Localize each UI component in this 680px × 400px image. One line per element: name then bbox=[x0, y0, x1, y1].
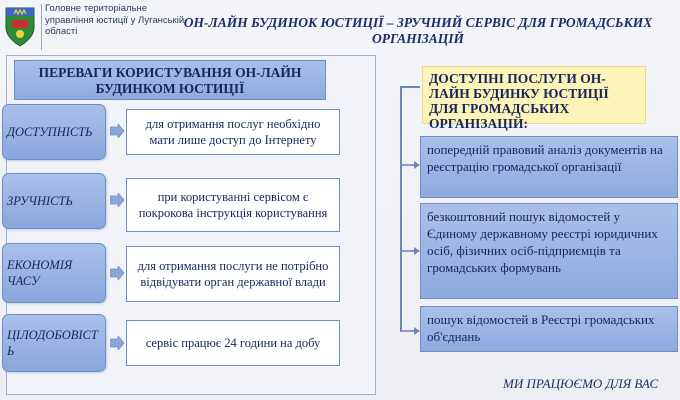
arrow-right-icon bbox=[110, 193, 124, 207]
footer-slogan: МИ ПРАЦЮЄМО ДЛЯ ВАС bbox=[503, 376, 659, 391]
advantage-category-round-the-clock: ЦІЛОДОБОВІСТЬ bbox=[2, 314, 106, 372]
services-title: ДОСТУПНІ ПОСЛУГИ ОН-ЛАЙН БУДИНКУ ЮСТИЦІЇ ДЛЯ ГРОМАДСЬКИХ ОРГАНІЗАЦІЙ: bbox=[422, 66, 646, 124]
service-item: пошук відомостей в Реєстрі громадських об'єднань bbox=[420, 306, 678, 352]
logo-divider bbox=[41, 4, 42, 50]
arrow-right-icon bbox=[402, 160, 420, 170]
page-title: ОН-ЛАЙН БУДИНОК ЮСТИЦІЇ – ЗРУЧНИЙ СЕРВІС ДЛЯ ГРОМАДСЬКИХ ОРГАНІЗАЦІЙ bbox=[183, 15, 653, 46]
advantage-category-convenience: ЗРУЧНІСТЬ bbox=[2, 173, 106, 229]
coat-of-arms-logo bbox=[2, 6, 38, 48]
advantage-description: при користуванні сервісом є покрокова інструкція користування bbox=[126, 178, 340, 232]
arrow-right-icon bbox=[402, 246, 420, 256]
connector-line bbox=[400, 86, 402, 332]
arrow-right-icon bbox=[110, 266, 124, 280]
coat-of-arms-icon bbox=[2, 6, 38, 48]
advantage-description: для отримання послуги не потрібно відвідувати орган державної влади bbox=[126, 246, 340, 302]
advantages-title: ПЕРЕВАГИ КОРИСТУВАННЯ ОН-ЛАЙН БУДИНКОМ ЮСТИЦІЇ bbox=[14, 60, 326, 100]
service-item: попередній правовий аналіз документів на реєстрацію громадської організації bbox=[420, 136, 678, 198]
service-item: безкоштовний пошук відомостей у Єдиному державному реєстрі юридичних осіб, фізичних осіб-підприємців та громадських формувань bbox=[420, 203, 678, 299]
arrow-right-icon bbox=[110, 336, 124, 350]
arrow-right-icon bbox=[402, 326, 420, 336]
advantage-description: сервіс працює 24 години на добу bbox=[126, 320, 340, 366]
advantage-description: для отримання послуг необхідно мати лише доступ до Інтернету bbox=[126, 109, 340, 155]
organization-name: Головне територіальне управління юстиції у Луганській області bbox=[45, 3, 185, 38]
arrow-right-icon bbox=[110, 124, 124, 138]
connector-line bbox=[400, 86, 420, 88]
advantage-category-availability: ДОСТУПНІСТЬ bbox=[2, 104, 106, 160]
advantage-category-time-saving: ЕКОНОМІЯ ЧАСУ bbox=[2, 243, 106, 303]
